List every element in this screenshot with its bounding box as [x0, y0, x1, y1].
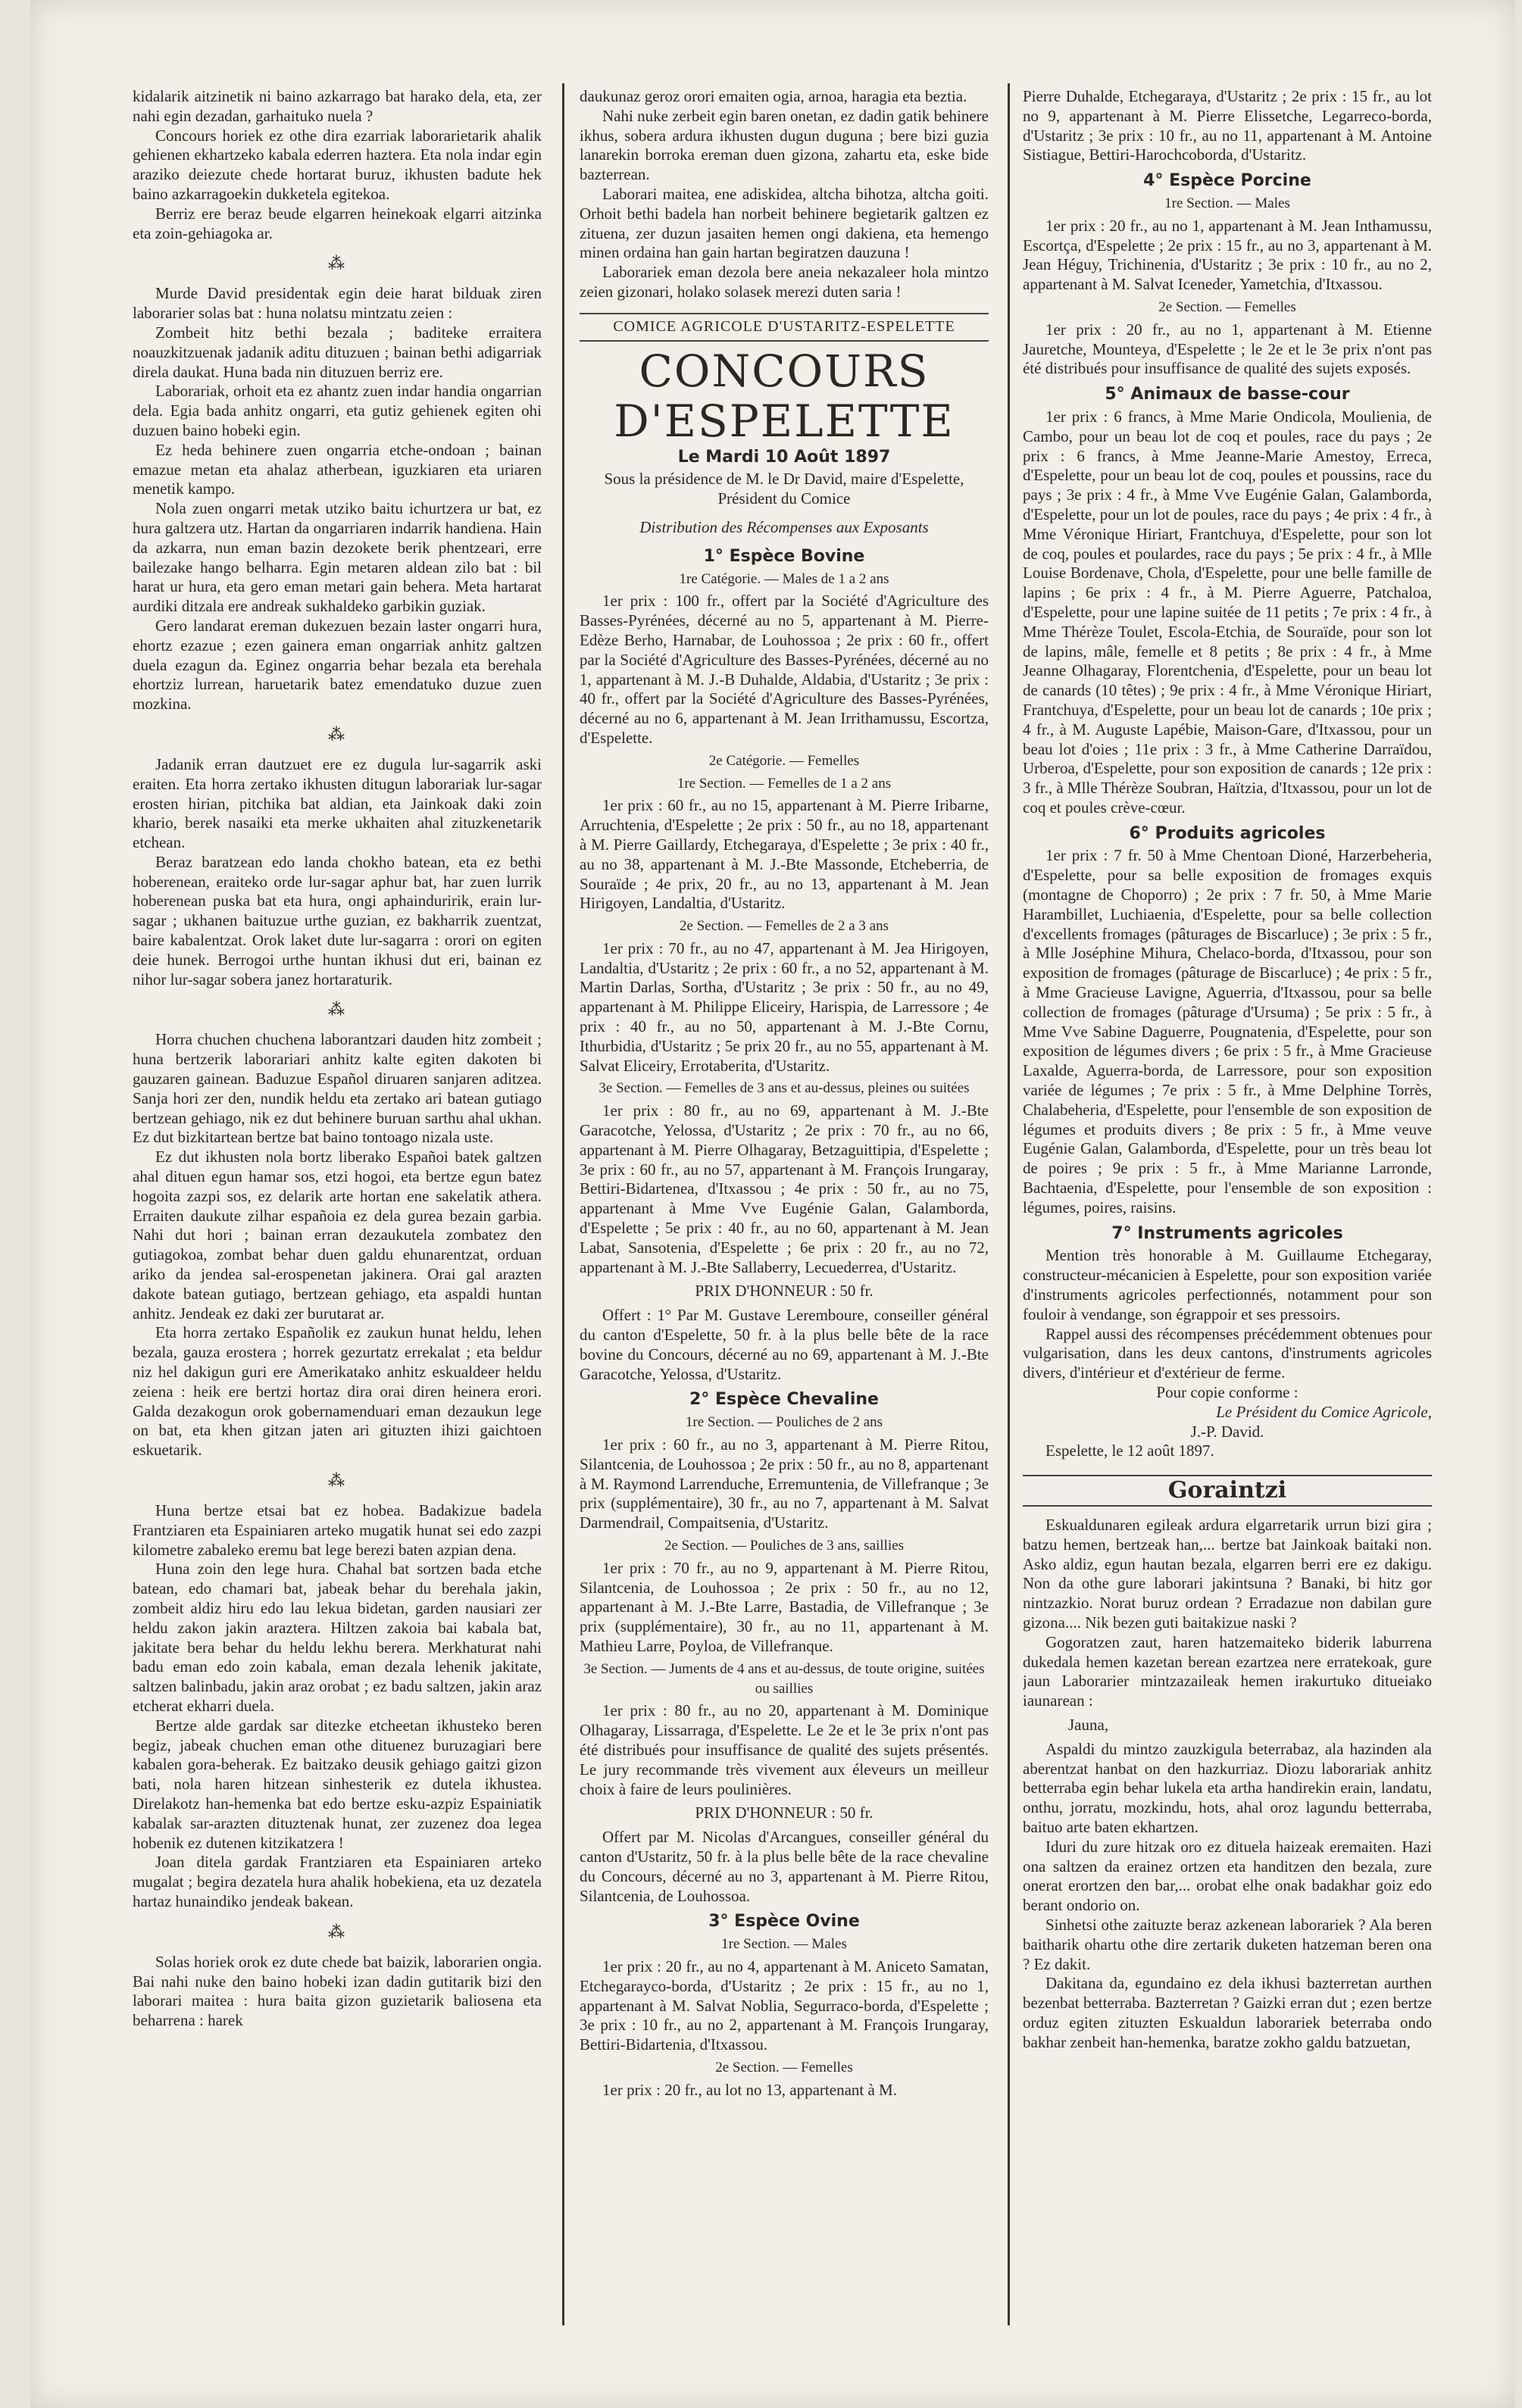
section-separator: ⁂	[328, 1922, 346, 1941]
paragraph: Concours horiek ez othe dira ezarriak laborarietarik ahalik gehienen ekhartzeko kabala ederren haztera. Eta nola indar egin araziko deiezute chede hortarat buruz, ikhusten badute hek baino azkarragoekin dukketela egitekoa.	[133, 126, 542, 203]
prize-list: 1er prix : 20 fr., au lot no 13, appartenant à M.	[602, 2080, 897, 2099]
committee-heading: COMICE AGRICOLE D'USTARITZ-ESPELETTE	[580, 313, 989, 342]
prix-honneur-heading: PRIX D'HONNEUR : 50 fr.	[695, 1804, 874, 1822]
prize-list: 1er prix : 20 fr., au no 4, appartenant à M. Aniceto Samatan, Etchegarayco-borda, d'Ustaritz ; 2e prix : 15 fr., au no 1, appartenant à M. Salvat Noblia, Segurraco-borda, d'Espelette ; 3e prix : 10 fr., au no 2, appartenant à M. François Irungaray, Bettiri-Bidartenia, d'Itxassou.	[580, 1957, 989, 2054]
espece-heading: 7° Instruments agricoles	[1111, 1223, 1343, 1243]
paragraph: Berriz ere beraz beude elgarren heinekoak elgarri aitzinka eta zoin-gehiagoka ar.	[133, 204, 542, 242]
prize-list: 1er prix : 70 fr., au no 47, appartenant à M. Jea Hirigoyen, Landaltia, d'Ustaritz ; 2e prix : 60 fr., a no 52, appartenant à M. Martin Darlas, Sortha, d'Ustaritz ; 3e prix : 50 fr., au no 49, appartenant à M. Philippe Eliceiry, Harispia, de Larressore ; 4e prix : 40 fr., au no 50, appartenant à M. J.-Bte Cornu, Ithurbidia, d'Ustaritz ; 5e prix 20 fr., au no 55, appartenant à M. Salvat Eliceiry, Errotaberita, d'Ustaritz.	[580, 939, 989, 1075]
prize-list: 1er prix : 100 fr., offert par la Société d'Agriculture des Basses-Pyrénées, décerné au no 5, appartenant à M. Pierre-Edèze Berho, Harnabar, de Louhossoa ; 2e prix : 60 fr., offert par la Société d'Agriculture des Basses-Pyrénées, décerné au no 1, appartenant à M. J.-B Duhalde, Aldabia, d'Ustaritz ; 3e prix : 40 fr., offert par la Société d'Agriculture des Basses-Pyrénées, décerné au no 6, appartenant à M. Jean Irrithamussu, Escortza, d'Espelette.	[580, 592, 989, 747]
section-separator: ⁂	[328, 724, 346, 744]
paragraph: Iduri du zure hitzak oro ez dituela haizeak eremaiten. Hazi ona saltzen da erainez ortzen eta handitzen den bezala, zure onerat erortzen den bar,... orobat elhe onak badakhar goiz edo berant ondorio on.	[1023, 1837, 1432, 1915]
espece-heading: 3° Espèce Ovine	[708, 1912, 860, 1932]
prize-list: 1er prix : 60 fr., au no 3, appartenant à M. Pierre Ritou, Silantcenia, de Louhossoa ; 2e prix : 50 fr., au no 8, appartenant à M. Raymond Larrenduche, Erremuntenia, de Villefranque ; 3e prix (supplémentaire), 30 fr., au no 7, appartenant à M. Salvat Darmendrail, Compaitsenia, d'Ustaritz.	[580, 1435, 989, 1532]
espece-heading: 5° Animaux de basse-cour	[1105, 385, 1350, 404]
paragraph: daukunaz geroz orori emaiten ogia, arnoa, haragia eta beztia.	[580, 87, 967, 105]
espece-heading: 1° Espèce Bovine	[703, 546, 865, 566]
prize-list: 1er prix : 20 fr., au no 1, appartenant à M. Etienne Jauretche, Mounteya, d'Espelette ; le 2e et le 3e prix n'ont pas été distribués pour insuffisance de qualité des sujets exposés.	[1023, 320, 1432, 378]
signature-name: J.-P. David.	[1190, 1422, 1264, 1441]
newspaper-page	[30, 0, 1515, 2408]
prize-list: 1er prix : 80 fr., au no 69, appartenant à M. J.-Bte Garacotche, Yelossa, d'Ustaritz ; 2e prix : 70 fr., au no 66, appartenant à M. Pierre Olhagaray, Betzaguittipia, d'Espelette ; 3e prix : 60 fr., au no 57, appartenant à M. François Irungaray, Bettiri-Bidartenea, d'Itxassou ; 4e prix : 50 fr., au no 75, appartenant à Mme Vve Eugénie Galan, Galamborda, d'Espelette ; 5e prix : 40 fr., au no 60, appartenant à M. Jean Labat, Sansotenia, d'Espelette ; 6e prix : 20 fr., au no 72, appartenant à M. J.-Bte Sallaberry, Lecuederrea, d'Ustaritz.	[580, 1101, 989, 1276]
prize-list: 1er prix : 80 fr., au no 20, appartenant à M. Dominique Olhagaray, Lissarraga, d'Espelette. Le 2e et le 3e prix n'ont pas été distribués pour insuffisance de qualité des sujets présentés. Le jury recommande très vivement aux éleveurs un meilleur choix à faire de leurs poulinières.	[580, 1701, 989, 1798]
paragraph: Sinhetsi othe zaituzte beraz azkenean laborariek ? Ala beren baitharik ohartu othe dire zertarik duketen hatzeman beren ona ? Ez dakit.	[1023, 1915, 1432, 1973]
section-heading: 2e Catégorie. — Femelles	[708, 752, 860, 769]
distribution-heading: Distribution des Récompenses aux Exposants	[639, 517, 929, 536]
dateline: Espelette, le 12 août 1897.	[1045, 1441, 1214, 1460]
section-heading: 3e Section. — Femelles de 3 ans et au-dessus, pleines ou suitées	[598, 1080, 970, 1097]
paragraph: Aspaldi du mintzo zauzkigula beterrabaz, ala hazinden ala aberentzat hanbat on den hazkurriaz. Diozu laborariak anhitz betterraba egin behar lukela eta artha handirekin erain, landatu, onthu, jorratu, mozkindu, hots, ahal oroz lagundu betterraba, baituo arte baten ekhartzen.	[1023, 1739, 1432, 1836]
prize-list: Pierre Duhalde, Etchegaraya, d'Ustaritz ; 2e prix : 15 fr., au lot no 9, appartenant à M. Pierre Elissetche, Legarreco-borda, d'Ustaritz ; 3e prix : 10 fr., au no 11, appartenant à M. Antoine Sistiague, Bettiri-Harochcoborda, d'Ustaritz.	[1023, 87, 1432, 164]
section-heading: 3e Section. — Juments de 4 ans et au-dessus, de toute origine, suitées ou saillies	[583, 1660, 985, 1697]
paragraph: Huna zoin den lege hura. Chahal bat sortzen bada etche batean, edo chamari bat, jabeak behar du berehala jakin, zombeit aldiz hiru edo lau lekua bidetan, garden nausiari zer heldu zakon jakin araztera. Hiltzen zakoia bai kabala bat, jakitate bera behar du heldu lekhu berera. Merkhaturat nahi badu eman edo zoin kabala, eman dezala lehenik jakitate, saltzen balinbadu, jakin araz orobat ; ez badu saltzen, jakin araz etcherat ekharri duela.	[133, 1560, 542, 1715]
paragraph: Nahi nuke zerbeit egin baren onetan, ez dadin gatik behinere ikhus, sobera ardura ikhusten dugun duguna ; bere bizi guzia lanarekin borroka ereman duen gizona, zahartu eta, eske bide bazterrean.	[580, 106, 989, 184]
section-heading: 2e Section. — Pouliches de 3 ans, saillies	[664, 1538, 905, 1554]
paragraph: kidalarik aitzinetik ni baino azkarrago bat harako dela, eta, zer nahi egin dezadan, garhaituko nuela ?	[133, 87, 542, 125]
section-heading: 2e Section. — Femelles	[715, 2059, 853, 2075]
section-separator: ⁂	[328, 254, 346, 273]
espece-heading: 2° Espèce Chevaline	[689, 1390, 879, 1410]
section-heading: 2e Section. — Femelles de 2 a 3 ans	[680, 918, 889, 935]
section-separator: ⁂	[328, 1471, 346, 1490]
paragraph: Dakitana da, egundaino ez dela ikhusi bazterretan aurthen bezenbat betterraba. Bazterretan ? Gaizki erran dut ; ezen bertze orduz egiten zituzten Eskualdun laborariek beterraba ondo bakhar zenbeit han-hemenka, baratze zokho galdu batzuetan,	[1023, 1974, 1432, 2051]
paragraph: Nola zuen ongarri metak utziko baitu ichurtzera ur bat, ez hura galtzera utz. Hartan da ongarriaren indarrik handiena. Hain da azkarra, nun eman bazin dezokete berik phentzeari, erre bailezake hango belharra. Egin metaren aldean zilo bat : bil harat ur hura, eta gero eman metari gain behera. Meta hartarat aurdiki ditzala ere andreak sukhaldeko garbikin guziak.	[133, 499, 542, 616]
column-middle	[580, 87, 989, 2382]
paragraph: Beraz baratzean edo landa chokho batean, eta ez bethi hoberenean, eraiteko orde lur-sagar aphur bat, har zuen lurrik hoberenean puska bat eta hura, ongi aphainduririk, erain lur-sagar ; ukhanen baituzue urthe guzian, ez bakharrik zuentzat, baire kabalentzat. Orok laket dute lur-sagarra : orori on egiten deie hunek. Berrogoi urthe huntan ikhusi dut eri, bainan ez nihor lur-sagar sobera janez hortaraturik.	[133, 852, 542, 988]
paragraph: Horra chuchen chuchena laborantzari dauden hitz zombeit ; huna bertzerik laborariari anhitz kalte egiten dakoten bi gauzaren gainean. Baduzue Español diruaren sanjaren aditzea. Sanja hori zer den, nundik heldu eta zertako ari batean gutiago bertzean gehiago, nik ez dut behinere buruan sarthu ahal ukhan. Ez dut bizkitartean bertze bat baino tontoago nizala uste.	[133, 1030, 542, 1147]
section-heading: 1re Section. — Males	[721, 1936, 847, 1953]
paragraph: Gero landarat ereman dukezuen bezain laster ongarri hura, ehortz ezazue ; ezen gainera eman ongarriak anhitz galtzen duela ezagun da. Eginez ongarria behar bezala eta berehala ehortziz lurrean, haruetarik batez emendatuko duzue zuen mozkina.	[133, 616, 542, 714]
paragraph: Joan ditela gardak Frantziaren eta Espainiaren arteko mugalat ; begira dezatela hura ahalik hobekiena, eta uz dezatela hartaz hunaindiko jendeak bakean.	[133, 1853, 542, 1910]
paragraph: Huna bertze etsai bat ez hobea. Badakizue badela Frantziaren eta Espainiaren arteko mugatik hunat sei edo zazpi kilometre zabaleko eremu bat lege berezi baten azpian dena.	[133, 1501, 542, 1559]
prix-honneur-heading: PRIX D'HONNEUR : 50 fr.	[695, 1282, 874, 1301]
paragraph: Solas horiek orok ez dute chede bat baizik, laborarien ongia. Bai nahi nuke den baino hobeki izan dadin gutitarik bizi den laborari maitea : hura baita gizon guzietarik baliosena eta beharrena : harek	[133, 1952, 542, 2030]
section-separator: ⁂	[328, 1000, 346, 1020]
paragraph: Laborariek eman dezola bere aneia nekazaleer hola mintzo zeien gizonari, holako solasek merezi duten saria !	[580, 263, 989, 301]
paragraph: Zombeit hitz bethi bezala ; baditeke erraitera noauzkitzuenak jadanik aditu dituzuen ; bainan bethi adigarriak direla daukat. Huna bada nin dituzuen berriz ere.	[133, 323, 542, 381]
espece-heading: 4° Espèce Porcine	[1143, 171, 1311, 191]
prize-list: Mention très honorable à M. Guillaume Etchegaray, constructeur-mécanicien à Espelette, pour son exposition variée d'instruments agricoles perfectionnés, notamment pour son fouloir à vendange, son égrappoir et ses pressoirs.	[1023, 1246, 1432, 1323]
espece-heading: 6° Produits agricoles	[1129, 823, 1326, 843]
section-heading: 1re Catégorie. — Males de 1 a 2 ans	[679, 570, 889, 587]
copie-conforme: Pour copie conforme :	[1156, 1383, 1299, 1401]
paragraph: Laborariak, orhoit eta ez ahantz zuen indar handia ongarrian dela. Egia bada anhitz ongarri, eta gutiz gehienek egiten ohi duzuen baino hobeki egin.	[133, 382, 542, 439]
column-left	[133, 87, 542, 2382]
paragraph: Jadanik erran dautzuet ere ez dugula lur-sagarrik aski eraiten. Eta horra zertako ikhusten ditugun laborariak lur-sagar erosten hirian, pitchika bat aldian, eta Jainkoak daki zoin khario, berek nasaiki eta merke ukhaiten ahal zituzkenetarik etchean.	[133, 754, 542, 852]
section-heading: 1re Section. — Males	[1164, 195, 1290, 211]
section-heading: 1re Section. — Femelles de 1 a 2 ans	[677, 775, 892, 792]
prize-list: 1er prix : 7 fr. 50 à Mme Chentoan Dioné, Harzerbeheria, d'Espelette, pour sa belle exposition de fromages exquis (montagne de Choporro) ; 2e prix : 7 fr. 50, à Mme Marie Harambillet, Luchiaenia, d'Espelette, pour sa belle collection d'excellents fromages (pâturages de Biscarluce) ; 3e prix : 5 fr., à Mlle Joséphine Mihura, Chelaco-borda, d'Itxassou, pour son exposition de fromages (pâturage de Biscarluce) ; 4e prix : 5 fr., à Mme Gracieuse Lavigne, Aguerria, d'Itxassou, pour sa belle collection de fromages (pâturage d'Ursuma) ; 5e prix : 5 fr., à Mme Vve Sabine Daguerre, Pougnatenia, d'Espelette, pour son exposition de légumes divers ; 6e prix : 5 fr., à Mme Gracieuse Laxalde, Aguerra-borda, de Larressore, pour son exposition variée de légumes ; 7e prix : 5 fr., à Mme Delphine Torrès, Chalabeheria, d'Espelette, pour l'ensemble de son exposition de légumes et produits divers ; 8e prix : 5 fr., à Mme veuve Eugénie Galan, Galamborda, d'Espelette, pour un très beau lot de poires ; 9e prix : 5 fr., à Mme Marianne Larronde, Bachtaenia, d'Espelette, pour l'ensemble de son exposition : légumes, poires, raisins.	[1023, 846, 1432, 1216]
presidence-line: Sous la présidence de M. le Dr David, maire d'Espelette, Président du Comice	[604, 470, 964, 508]
paragraph: Laborari maitea, ene adiskidea, altcha bihotza, altcha goiti. Orhoit bethi badela han norbeit behinere begietarik galtzen ez zituena, zer duzun jasaiten hemen ongi dakiena, eta hemengo minen ordaina han gain hartan begiratzen dauzuna !	[580, 184, 989, 262]
prize-list: 1er prix : 6 francs, à Mme Marie Ondicola, Moulienia, de Cambo, pour un beau lot de coq et poules, race du pays ; 2e prix : 6 francs, à Mme Jeanne-Marie Amestoy, Erreca, d'Espelette, pour un beau lot de coq, poules et poussins, race du pays ; 3e prix : 4 fr., à Mme Vve Eugénie Galan, Galamborda, d'Espelette, pour un lot de poules, race du pays ; 4e prix : 4 fr., à Mme Véronique Hiriart, Frantchuya, d'Espelette, pour son lot de coq, poules et poulardes, race du pays ; 5e prix : 4 fr., à Mlle Louise Bordenave, Chola, d'Espelette, pour une belle famille de lapins ; 6e prix : 4 fr., à M. Pierre Aguerre, Patchaloa, d'Espelette, pour une lapine suitée de 11 petits ; 7e prix : 4 fr., à Mme Thérèze Toulet, Escola-Etchia, de Souraïde, pour son lot de lapins, mâle, femelle et 8 petits ; 8e prix : 4 fr., à Mme Jeanne Olhagaray, Florentchenia, d'Espelette, pour un beau lot de canards (10 têtes) ; 9e prix : 4 fr., à Mme Véronique Hiriart, Frantchuya, d'Espelette, pour un beau lot de canards ; 10e prix ; 4 fr., à M. Auguste Lapébie, Maison-Gare, d'Itxassou, pour un beau lot d'oies ; 11e prix : 3 fr., à Mme Catherine Darraïdou, Urberoa, d'Espelette, pour son exposition de canards ; 12e prix : 3 fr., à Mlle Thérèze Soubran, Haïtzia, d'Itxassou, pour un lot de coq et poules crève-cœur.	[1023, 407, 1432, 817]
section-title: Goraintzi	[1023, 1475, 1432, 1507]
paragraph: Murde David presidentak egin deie harat bilduak ziren laborarier solas bat : huna nolatsu mintzatu zeien :	[133, 284, 542, 323]
paragraph: Eta horra zertako Españolik ez zaukun hunat heldu, lehen bezala, gauza erostera ; horrek gezurtatz errekalat ; eta beldur niz hel dakigun guri ere Amerikatako anhitz eskualdeer heldu zeiena : heik ere bertzi hortaz dira orai diren heinera erori. Galda dezakogun orok gobernamenduari eman dezaukun lege on bat, eta khen gitzan jaten ari gituzten ihizi gaichtoen eskuetarik.	[133, 1323, 542, 1460]
prize-list: 1er prix : 20 fr., au no 1, appartenant à M. Jean Inthamussu, Escortça, d'Espelette ; 2e prix : 15 fr., au no 3, appartenant à M. Jean Héguy, Trichinenia, d'Ustaritz ; 3e prix : 10 fr., au no 2, appartenant à M. Salvat Iceneder, Yametchia, d'Itxassou.	[1023, 216, 1432, 294]
section-heading: 1re Section. — Pouliches de 2 ans	[685, 1414, 883, 1431]
prize-list: Offert : 1° Par M. Gustave Leremboure, conseiller général du canton d'Espelette, 50 fr. à la plus belle bête de la race bovine du Concours, décerné au no 69, appartenant à M. J.-Bte Garacotche, Yelossa, d'Ustaritz.	[580, 1306, 989, 1383]
prize-list: 1er prix : 60 fr., au no 15, appartenant à M. Pierre Iribarne, Arruchtenia, d'Espelette ; 2e prix : 50 fr., au no 18, appartenant à M. Pierre Gaillardy, Etchegaraya, d'Espelette ; 3e prix : 40 fr., au no 38, appartenant à M. J.-Bte Massonde, Etcheberria, de Souraïde ; 4e prix, 20 fr., au no 13, appartenant à M. Jean Hirigoyen, Landaltia, d'Ustaritz.	[580, 796, 989, 913]
signature-title: Le Président du Comice Agricole,	[1216, 1402, 1432, 1421]
section-heading: 2e Section. — Femelles	[1158, 298, 1296, 315]
paragraph: Rappel aussi des récompenses précédemment obtenues pour vulgarisation, dans les deux cantons, d'instruments agricoles divers, d'intérieur et d'extérieur de ferme.	[1023, 1324, 1432, 1382]
paragraph: Bertze alde gardak sar ditezke etcheetan ikhusteko beren begiz, jabeak chuchen eman othe dituenez buruzagiari bere kabalen gora-beherak. Ez baitzako deusik gehiago gaitzi gizon bati, nola haren hitzean sinhesterik ez dutela ikhustea. Direlakotz han-hemenka bat edo bertze esku-azpiz Espainiatik kabalak sar-arazten dituztenak hunat, zer zuzenez doa legea hobenik ez dutenen kitzikatzera !	[133, 1716, 542, 1852]
column-divider	[562, 83, 564, 2325]
event-date: Le Mardi 10 Août 1897	[677, 447, 891, 467]
paragraph: Gogoratzen zaut, haren hatzemaiteko biderik laburrena dukedala hemen kazetan berean ezartzea nere erratekoak, gure jaun Laborarier mintzazaileak hemen irakurtuko ditueiako iaunarean :	[1023, 1632, 1432, 1710]
paragraph: Eskualdunaren egileak ardura elgarretarik urrun bizi gira ; batzu hemen, bertzeak han,... bertze bat Jainkoak baitaki non. Asko aldiz, egun hautan bezala, elgarren berri ere ez dakigu. Non da othe gure laborari jakintsuna ? Banaki, bi hitz gor nintzazkio. Norat buruz ordean ? Erradazue non dabilan gure gizona.... Nik bezen guti baitakizue naski ?	[1023, 1515, 1432, 1632]
article-title: CONCOURS D'ESPELETTE	[614, 345, 955, 447]
prize-list: 1er prix : 70 fr., au no 9, appartenant à M. Pierre Ritou, Silantcenia, de Louhossoa ; 2e prix : 50 fr., au no 12, appartenant à M. J.-Bte Larre, Bastadia, de Villefranque ; 3e prix (supplémentaire), 30 fr., au no 11, appartenant à M. Mathieu Larre, Poyloa, de Villefranque.	[580, 1558, 989, 1655]
paragraph: Ez heda behinere zuen ongarria etche-ondoan ; bainan emazue metan eta ahalaz atherbean, iguzkiaren eta uriaren menetik kampo.	[133, 440, 542, 498]
column-divider	[1008, 83, 1010, 2325]
salutation: Jauna,	[1068, 1715, 1109, 1734]
column-right	[1023, 87, 1432, 2382]
paragraph: Ez dut ikhusten nola bortz liberako Españoi batek galtzen ahal dituen egun hamar sos, etzi hogoi, eta bertze egun batez hogoita zazpi sos, ez delarik arte hortan ene sakelatik athera. Erraiten daukute zilhar españoia ez dela gurea bezain garbia. Nahi dut hori ; bainan erran dezaukutela zombatez den gutiagokoa, zombat behar duen galdu ehunarentzat, orduan ariko da jendea sal-erospenetan jakinera. Orai gal arazten dakote batean gutiago, bertzean gehiago, eta aspaldi huntan anhitz. Jendeak ez daki zer burutarat ar.	[133, 1148, 542, 1323]
prize-list: Offert par M. Nicolas d'Arcangues, conseiller général du canton d'Ustaritz, 50 fr. à la plus belle bête de la race chevaline du Concours, décerné au no 3, appartenant à M. Pierre Ritou, Silantcenia, de Louhossoa.	[580, 1828, 989, 1905]
